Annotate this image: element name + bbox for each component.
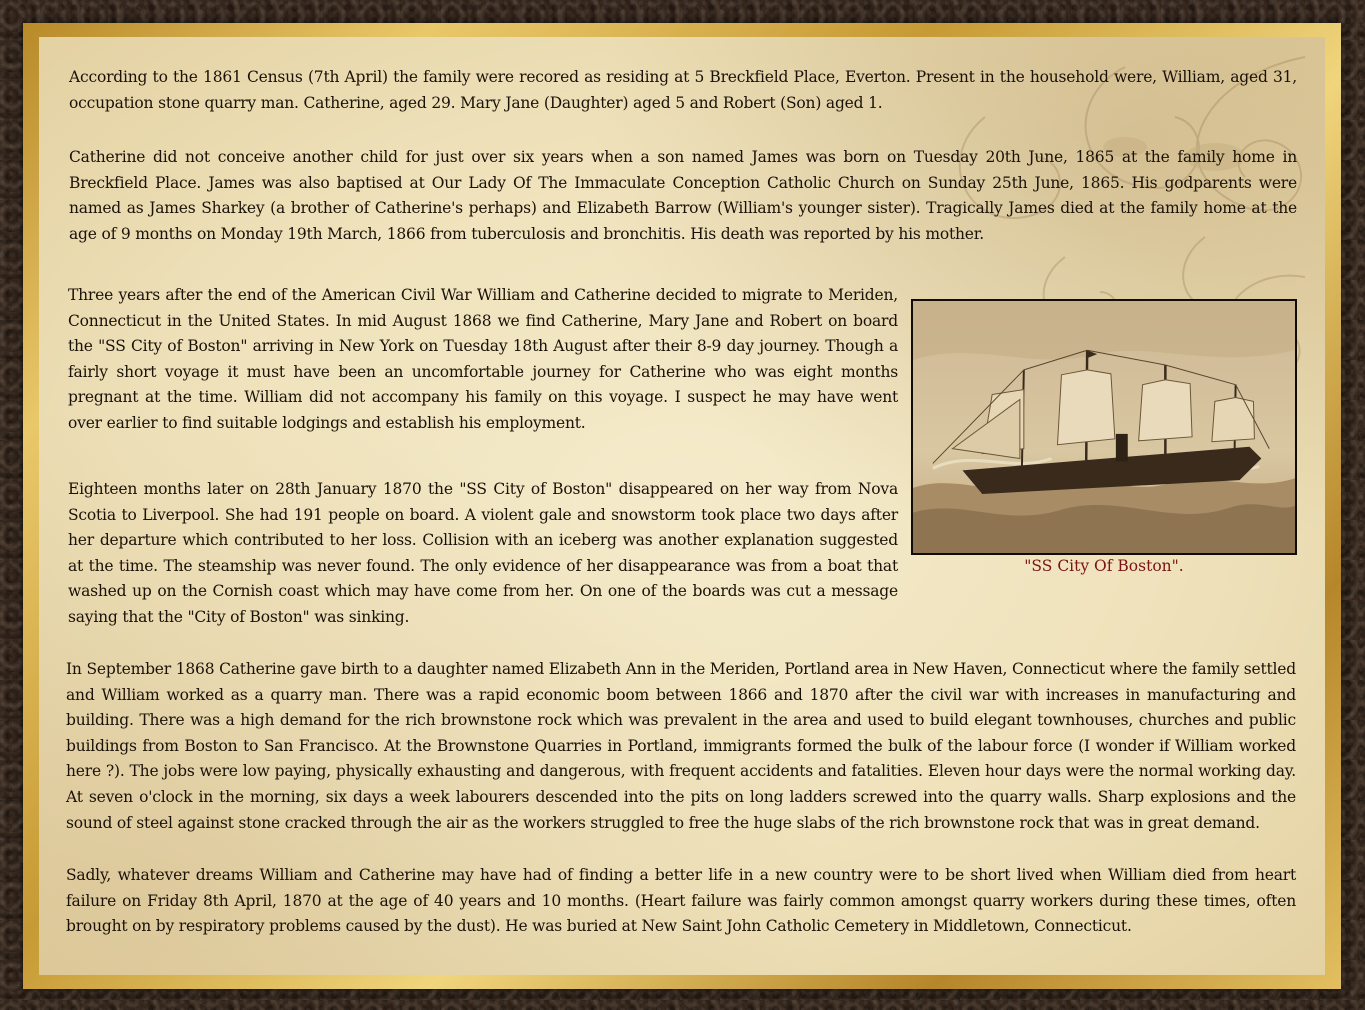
paragraph-james-birth: Catherine did not conceive another child for just over six years when a son named James was born on Tuesday 20th June, 1865 at the family home in Breckfield Place. James was also baptised at Our Lady Of The Immaculate Conception Catholic Church on Sunday 25th June, 1865. His godparents were named as James Sharkey (a brother of Catherine's perhaps) and Elizabeth Barrow (William's younger sister). Tragically James died at the family home at the age of 9 months on Monday 19th March, 1866 from tuberculosis and bronchitis. His death was reported by his mother.	[69, 148, 1297, 243]
ship-caption: "SS City Of Boston".	[1024, 557, 1184, 575]
paragraph-ship-disappearance: Eighteen months later on 28th January 1870 the "SS City of Boston" disappeared on her way from Nova Scotia to Liverpool. She had 191 people on board. A violent gale and snowstorm took place two days after her departure which contributed to her loss. Collision with an iceberg was another explanation suggested at the time. The steamship was never found. The only evidence of her disappearance was from a boat that washed up on the Cornish coast which may have come from her. On one of the boards was cut a message saying that the "City of Boston" was sinking.	[68, 480, 898, 626]
paragraph-1861-census: According to the 1861 Census (7th April) the family were recored as residing at 5 Breckfield Place, Everton. Present in the household were, William, aged 31, occupation stone quarry man. Catherine, aged 29. Mary Jane (Daughter) aged 5 and Robert (Son) aged 1.	[69, 68, 1297, 112]
parchment-page	[39, 37, 1325, 975]
steamship-illustration	[913, 301, 1295, 553]
paragraph-william-death: Sadly, whatever dreams William and Catherine may have had of finding a better life in a new country were to be short lived when William died from heart failure on Friday 8th April, 1870 at the age of 40 years and 10 months. (Heart failure was fairly common amongst quarry workers during these times, often brought on by respiratory problems caused by the dust). He was buried at New Saint John Catholic Cemetery in Middletown, Connecticut.	[66, 866, 1296, 936]
paragraph-elizabeth-birth: In September 1868 Catherine gave birth to a daughter named Elizabeth Ann in the Meriden, Portland area in New Haven, Connecticut where the family settled and William worked as a quarry man. There was a rapid economic boom between 1866 and 1870 after the civil war with increases in manufacturing and building. There was a high demand for the rich brownstone rock which was prevalent in the area and used to build elegant townhouses, churches and public buildings from Boston to San Francisco. At the Brownstone Quarries in Portland, immigrants formed the bulk of the labour force (I wonder if William worked here ?). The jobs were low paying, physically exhausting and dangerous, with frequent accidents and fatalities. Eleven hour days were the normal working day. At seven o'clock in the morning, six days a week labourers descended into the pits on long ladders screwed into the quarry walls. Sharp explosions and the sound of steel against stone cracked through the air as the workers struggled to free the huge slabs of the rich brownstone rock that was in great demand.	[66, 660, 1296, 832]
gold-frame	[23, 23, 1341, 989]
ship-image	[911, 299, 1297, 555]
paragraph-migration: Three years after the end of the American Civil War William and Catherine decided to migrate to Meriden, Connecticut in the United States. In mid August 1868 we find Catherine, Mary Jane and Robert on board the "SS City of Boston" arriving in New York on Tuesday 18th August after their 8-9 day journey. Though a fairly short voyage it must have been an uncomfortable journey for Catherine who was eight months pregnant at the time. William did not accompany his family on this voyage. I suspect he may have went over earlier to find suitable lodgings and establish his employment.	[68, 286, 898, 432]
